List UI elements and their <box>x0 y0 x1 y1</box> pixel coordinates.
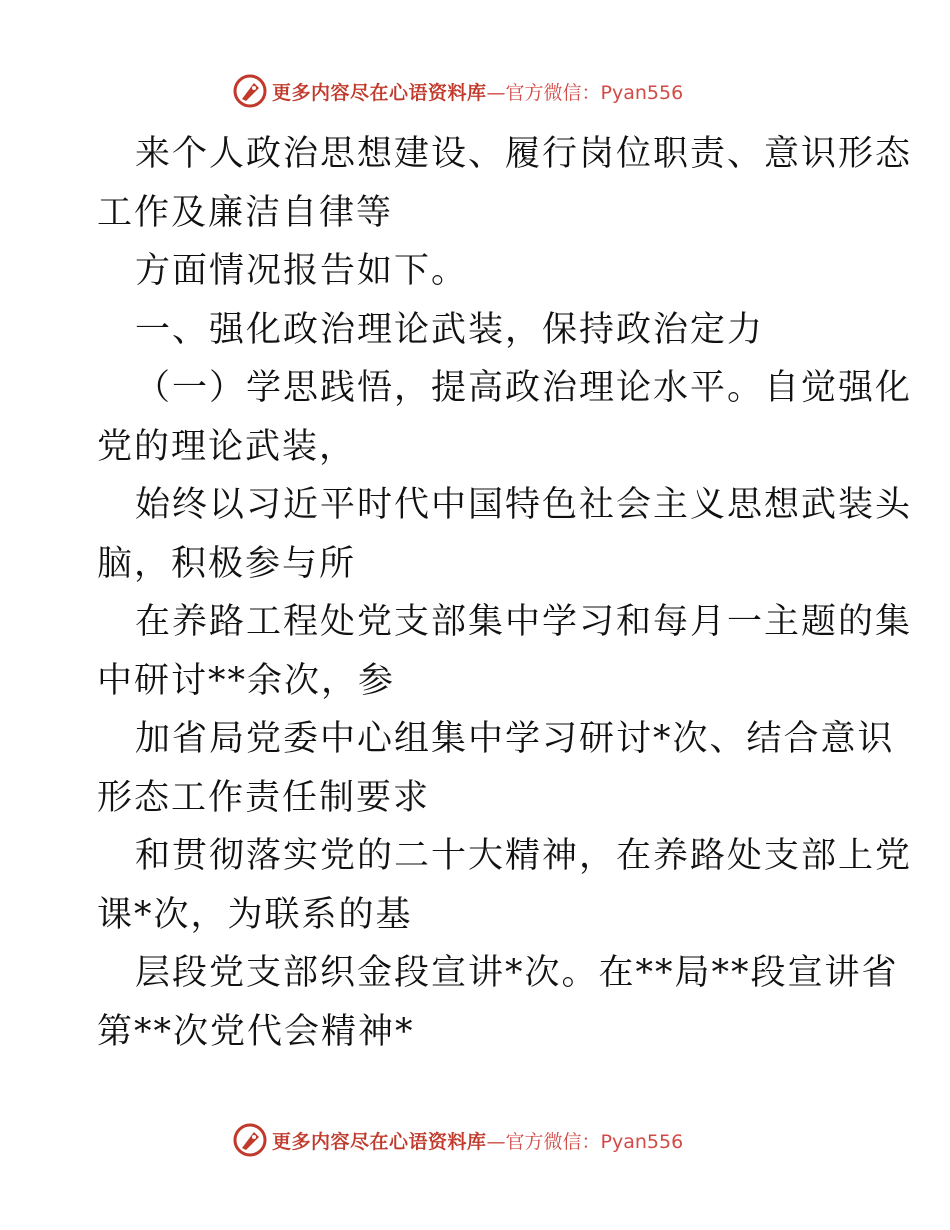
body-line: 课*次，为联系的基 <box>97 894 413 935</box>
pen-nib-logo-icon <box>232 1122 268 1158</box>
body-line: 方面情况报告如下。 <box>135 251 469 291</box>
section-heading: 一、强化政治理论武装，保持政治定力 <box>135 309 765 350</box>
body-line: 在养路工程处党支部集中学习和每月一主题的集 <box>135 602 913 642</box>
watermark-contact: —官方微信：Pyan556 <box>486 81 684 104</box>
watermark-text: 更多内容尽在心语资料库 <box>272 1130 487 1153</box>
body-line: 层段党支部织金段宣讲*次。在**局**段宣讲省 <box>135 953 899 993</box>
body-line: 党的理论武装， <box>97 426 357 467</box>
body-line: 脑，积极参与所 <box>97 543 357 584</box>
body-line: 中研讨**余次，参 <box>97 660 396 701</box>
body-line: 形态工作责任制要求 <box>97 777 431 818</box>
pen-nib-logo-icon <box>232 73 268 109</box>
body-line: （一）学思践悟，提高政治理论水平。自觉强化 <box>135 368 913 408</box>
header-watermark <box>232 71 683 111</box>
body-line: 始终以习近平时代中国特色社会主义思想武装头 <box>135 485 913 525</box>
body-line: 和贯彻落实党的二十大精神，在养路处支部上党 <box>135 836 913 876</box>
watermark-text: 更多内容尽在心语资料库 <box>272 81 487 104</box>
body-line: 来个人政治思想建设、履行岗位职责、意识形态 <box>135 134 913 174</box>
watermark-contact: —官方微信：Pyan556 <box>486 1130 684 1153</box>
body-line: 加省局党委中心组集中学习研讨*次、结合意识 <box>135 719 895 759</box>
body-line: 第**次党代会精神* <box>97 1011 415 1052</box>
body-line: 工作及廉洁自律等 <box>97 192 394 233</box>
footer-watermark <box>232 1120 683 1160</box>
document-body <box>97 125 913 1061</box>
